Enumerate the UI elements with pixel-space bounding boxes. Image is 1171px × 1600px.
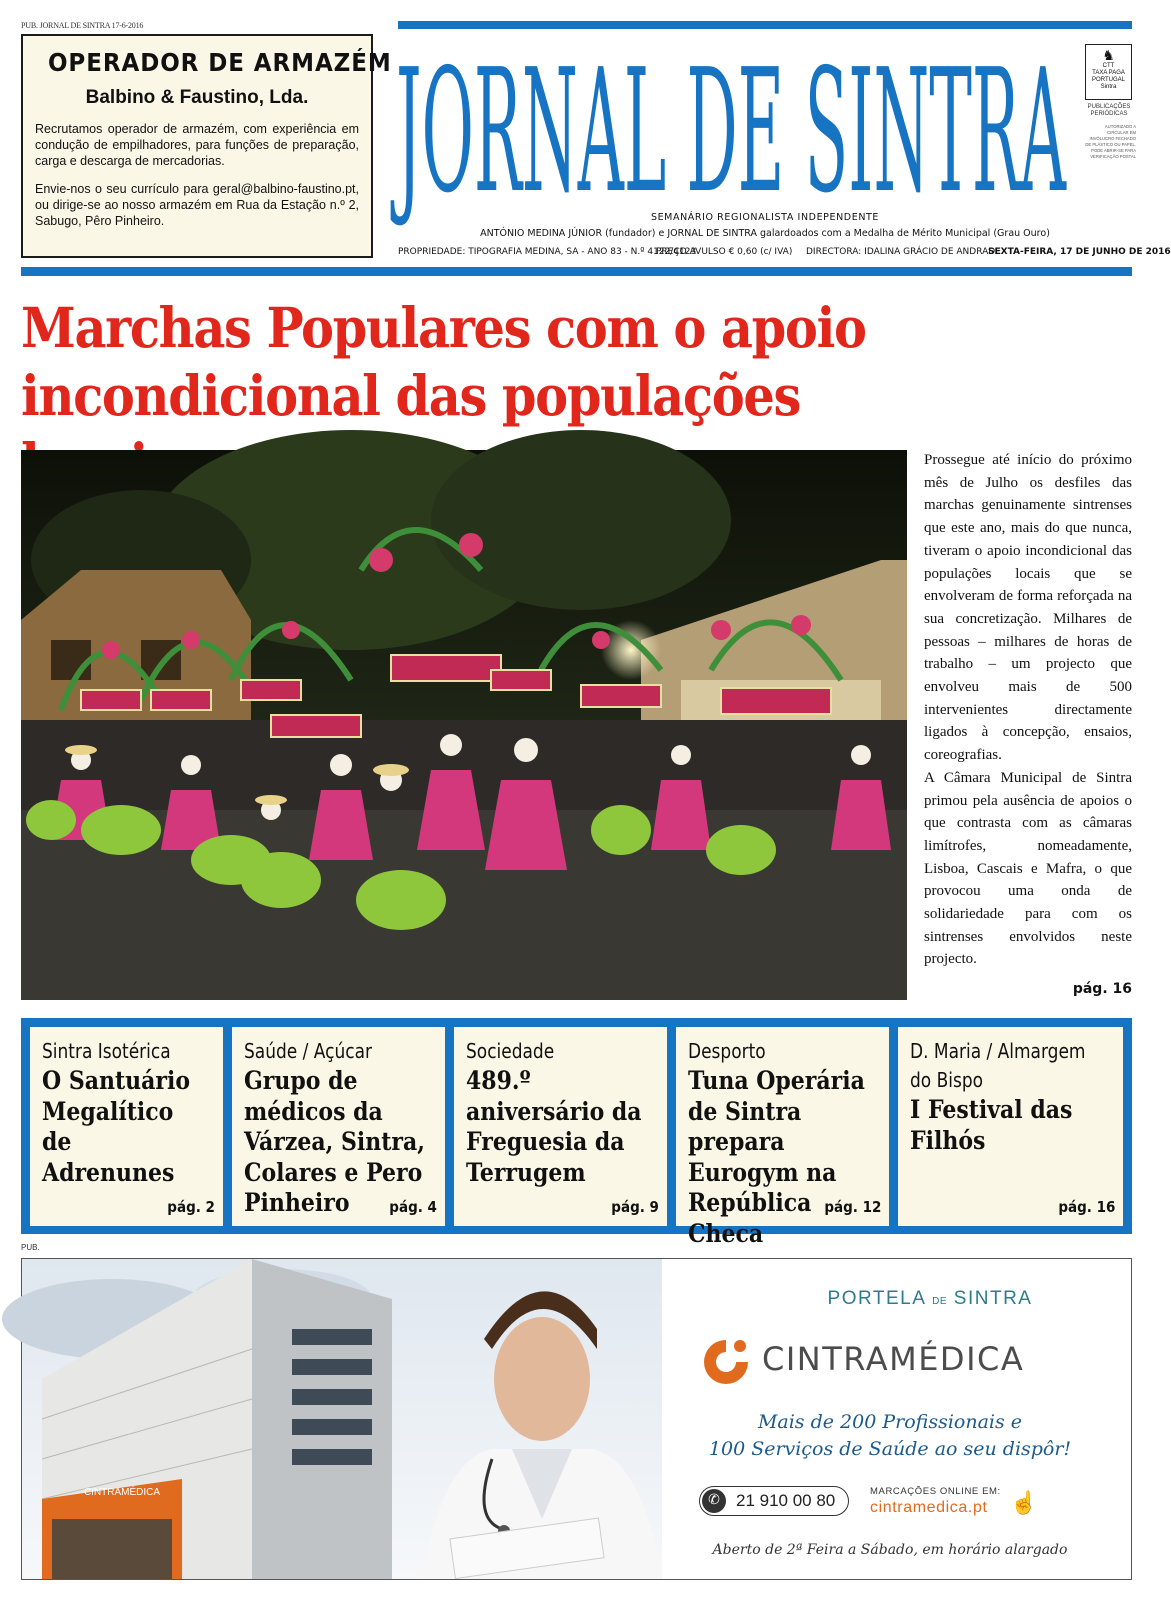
- property-info: PROPRIEDADE: TIPOGRAFIA MEDINA, SA - ANO 83 - N.º 4122/4123: [398, 247, 697, 257]
- job-ad-contact: Envie-nos o seu currículo para geral@balbino-faustino.pt, ou dirige-se ao nosso armazém em Rua da Estação n.º 2, Sabugo, Pêro Pinheiro.: [35, 182, 359, 228]
- cintramedica-logo-icon: [700, 1336, 752, 1388]
- stamp-line: Sintra: [1100, 84, 1117, 90]
- phone-number: 21 910 00 80: [736, 1491, 836, 1510]
- teaser-category: Saúde / Açúcar: [244, 1039, 372, 1063]
- job-ad-description: Recrutamos operador de armazém, com experiência em condução de empilhadores, para funções de preparação, carga e descarga de mercadorias.: [35, 122, 359, 168]
- ctt-logo-icon: ♞: [1102, 47, 1115, 63]
- teaser-category-continued: do Bispo: [910, 1068, 984, 1092]
- teaser-category: Desporto: [688, 1039, 766, 1063]
- masthead-founders: ANTÓNIO MEDINA JÚNIOR (fundador) e JORNAL DE SINTRA galardoados com a Medalha de Mérito Municipal (Grau Ouro): [480, 228, 1050, 239]
- teaser-page: pág. 2: [167, 1198, 215, 1216]
- clinic-phone[interactable]: [699, 1486, 849, 1516]
- masthead-subtitle: SEMANÁRIO REGIONALISTA INDEPENDENTE: [650, 212, 880, 223]
- clinic-ad-photo: [22, 1259, 662, 1579]
- teaser-title: 489.º aniversário da Freguesia da Terrugem: [466, 1066, 642, 1187]
- pub-tag: PUB. JORNAL DE SINTRA 17-6-2016: [21, 21, 144, 30]
- job-ad-title: OPERADOR DE ARMAZÉM: [47, 48, 392, 77]
- clinic-tagline-2: 100 Serviços de Saúde ao seu dispôr!: [708, 1438, 1072, 1460]
- teaser-category: Sociedade: [466, 1039, 555, 1063]
- lead-paragraph-2: A Câmara Municipal de Sintra primou pela ausência de apoios o que contrasta com as câmaras limítrofes, nomeadamente, Lisboa, Cascais e Mafra, o que provocou uma onda de solidariedade para com os sintrenses envolvidos neste projecto.: [924, 769, 1132, 968]
- stamp-line: CTT: [1102, 63, 1115, 69]
- teaser-card[interactable]: [30, 1027, 223, 1226]
- location-word: DE: [932, 1296, 948, 1307]
- touch-hand-icon: ☝: [1010, 1490, 1038, 1515]
- clinic-brand: CINTRAMÉDICA: [762, 1340, 1025, 1378]
- location-word: PORTELA: [827, 1288, 926, 1309]
- teaser-title: O Santuário Megalítico de Adrenunes: [42, 1066, 191, 1187]
- teaser-category: D. Maria / Almargem: [910, 1039, 1086, 1063]
- postage-stamp: [1085, 44, 1132, 100]
- headline-line-1: Marchas Populares com o apoio: [21, 295, 866, 360]
- marchas-photo[interactable]: [21, 450, 907, 1000]
- clinic-location: [760, 1288, 1100, 1310]
- teaser-card[interactable]: [232, 1027, 445, 1226]
- phone-icon: ✆: [702, 1489, 726, 1513]
- job-ad: [21, 34, 392, 258]
- location-word: SINTRA: [953, 1288, 1033, 1309]
- lead-article: [924, 449, 1132, 971]
- issue-date: SEXTA-FEIRA, 17 DE JUNHO DE 2016: [988, 247, 1171, 257]
- online-booking-label: MARCAÇÕES ONLINE EM:: [870, 1486, 1001, 1497]
- teaser-card[interactable]: [676, 1027, 889, 1248]
- price-info: PREÇO AVULSO € 0,60 (c/ IVA): [656, 247, 793, 257]
- teaser-title: Tuna Operária de Sintra prepara Eurogym na República Checa: [688, 1066, 865, 1248]
- masthead-bottom-rule: [21, 267, 1132, 276]
- pub-label: PUB.: [21, 1243, 40, 1252]
- teaser-title: Grupo de médicos da Várzea, Sintra, Colares e Pero Pinheiro: [244, 1066, 425, 1217]
- teaser-page: pág. 4: [389, 1198, 437, 1216]
- director-info: DIRECTORA: IDALINA GRÁCIO DE ANDRADE: [806, 247, 1001, 257]
- publicacoes-periodicas: PUBLICAÇÕES PERIÓDICAS: [1087, 104, 1131, 117]
- clinic-hours: Aberto de 2ª Feira a Sábado, em horário alargado: [712, 1542, 1068, 1558]
- stamp-line: TAXA PAGA: [1092, 70, 1125, 76]
- teaser-page: pág. 16: [1057, 1198, 1115, 1216]
- masthead-title-text: JORNAL DE SINTRA: [390, 33, 1067, 231]
- lead-paragraph-1: Prossegue até início do próximo mês de Julho os desfiles das marchas genuinamente sintrenses que este ano, mais do que nunca, tiveram o apoio incondicional das populações locais que se envolveram de forma reforçada na sua concretização. Milhares de pessoas – milhares de horas de trabalho – um projecto que envolveu mais de 500 intervenientes directamente ligados à concepção, ensaios, coreografias.: [924, 452, 1132, 764]
- teaser-page: pág. 9: [611, 1198, 659, 1216]
- teaser-page: pág. 12: [823, 1198, 881, 1216]
- stamp-line: PORTUGAL: [1092, 77, 1125, 83]
- masthead-top-rule: [398, 21, 1132, 29]
- teaser-card[interactable]: [898, 1027, 1123, 1226]
- online-booking-link[interactable]: cintramedica.pt: [870, 1499, 988, 1516]
- headline-line-2: incondicional das populações: [21, 363, 801, 428]
- teaser-title: I Festival das Filhós: [910, 1095, 1073, 1155]
- clinic-tagline-1: Mais de 200 Profissionais e: [757, 1411, 1023, 1433]
- job-ad-company: Balbino & Faustino, Lda.: [85, 87, 309, 108]
- teaser-category: Sintra Isotérica: [42, 1039, 171, 1063]
- building-sign: CINTRAMÉDICA: [83, 1487, 161, 1498]
- postal-notice: AUTORIZADO A CIRCULAR EM INVÓLUCRO FECHADO DE PLÁSTICO OU PAPEL. PODE ABRIR-SE PARA VERIFICAÇÃO POSTAL: [1085, 124, 1136, 159]
- lead-page-ref[interactable]: pág. 16: [1072, 981, 1132, 997]
- teaser-card[interactable]: [454, 1027, 667, 1226]
